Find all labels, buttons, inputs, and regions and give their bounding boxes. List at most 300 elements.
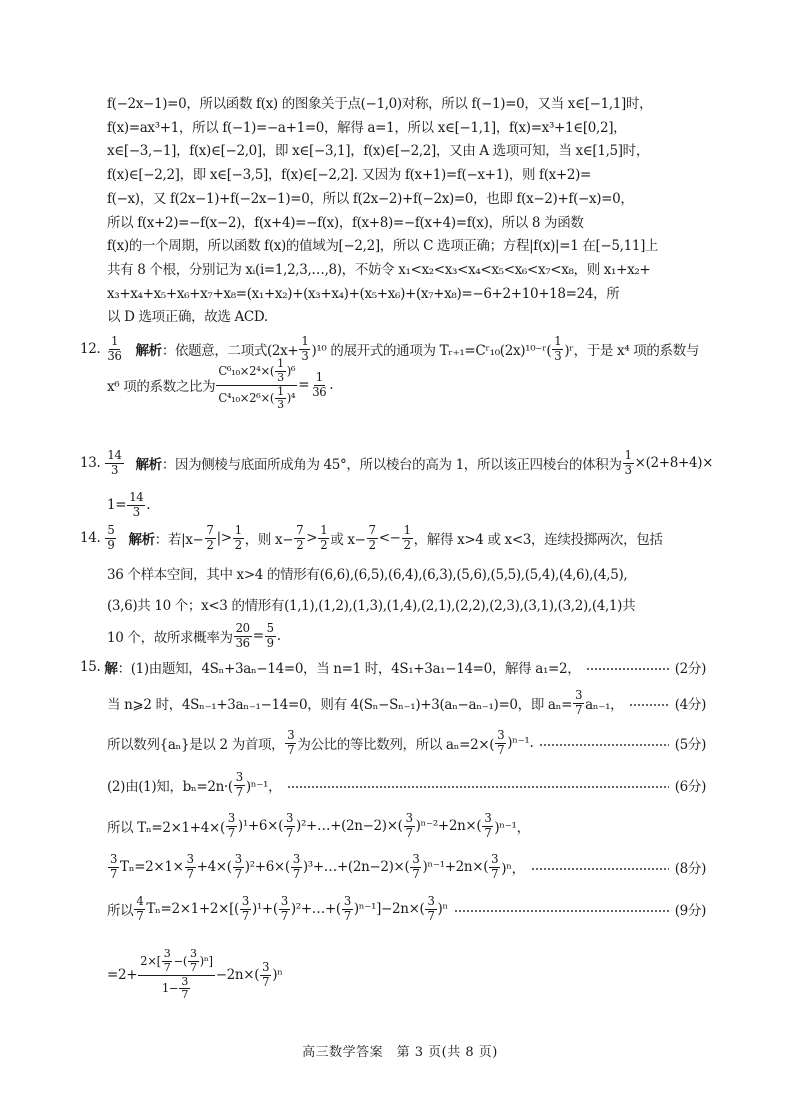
score-points: (5分) bbox=[674, 737, 706, 753]
answer-value bbox=[105, 449, 123, 477]
denominator bbox=[160, 976, 193, 1002]
numerator bbox=[299, 335, 310, 349]
numerator bbox=[367, 524, 378, 538]
math-text: )ⁿ， bbox=[501, 861, 525, 877]
math-text: )¹+6×( bbox=[237, 818, 283, 834]
problem-13-line bbox=[107, 490, 151, 519]
denominator bbox=[105, 350, 123, 363]
numerator bbox=[482, 812, 493, 826]
math-text: 所以 f(x+2)=−f(x−2)，f(x+4)=−f(x)，f(x+8)=−f(x+4)=f(x)，所以 8 为函数 bbox=[107, 214, 584, 231]
score-points: (6分) bbox=[674, 779, 706, 795]
math-text: 5 bbox=[107, 523, 115, 538]
fraction bbox=[179, 976, 190, 1002]
math-text: <− bbox=[378, 530, 401, 546]
fraction bbox=[279, 895, 290, 923]
math-text: 3 bbox=[110, 462, 118, 477]
fraction bbox=[425, 895, 436, 923]
denominator bbox=[318, 539, 329, 552]
math-text: )³+…+(2n−2)×( bbox=[302, 859, 410, 875]
math-text: 7 bbox=[241, 908, 249, 923]
numerator bbox=[185, 853, 196, 867]
solution-line bbox=[107, 116, 626, 136]
fraction bbox=[404, 812, 415, 840]
math-text: . bbox=[329, 377, 334, 393]
math-text: 5 bbox=[266, 621, 274, 636]
solution-line bbox=[107, 234, 658, 254]
math-text: 3 bbox=[301, 348, 309, 363]
problem-13-line bbox=[80, 448, 714, 477]
math-text: 7 bbox=[343, 908, 351, 923]
math-text: 3 bbox=[497, 728, 505, 743]
fraction bbox=[284, 812, 295, 840]
problem-14-line bbox=[107, 594, 635, 614]
dot-leader bbox=[454, 910, 669, 912]
fraction bbox=[482, 812, 493, 840]
dot-leader bbox=[586, 668, 668, 670]
numerator bbox=[318, 524, 329, 538]
denominator bbox=[495, 744, 506, 757]
math-text: 3 bbox=[227, 811, 235, 826]
fraction bbox=[299, 335, 310, 363]
dot-leader bbox=[531, 868, 669, 870]
math-text: )ⁿ⁻¹]−2n×( bbox=[353, 901, 425, 917]
numerator bbox=[240, 895, 251, 909]
fraction bbox=[623, 449, 634, 477]
label-bold: 解 bbox=[104, 661, 118, 677]
math-text: 7 bbox=[163, 960, 171, 974]
fraction bbox=[233, 853, 244, 881]
math-text: 3 bbox=[163, 947, 171, 961]
numerator bbox=[410, 853, 421, 867]
math-text: f(x)∈[−2,2]，即 x∈[−3,5]，f(x)∈[−2,2]. 又因为 f(x+1)=f(−x+1)，则 f(x+2)= bbox=[107, 167, 591, 184]
math-text: 4 bbox=[136, 894, 144, 909]
denominator bbox=[299, 350, 310, 363]
numerator bbox=[234, 622, 252, 636]
problem-number: 12. bbox=[80, 341, 101, 357]
fraction bbox=[234, 771, 245, 799]
math-text: 1 bbox=[315, 370, 323, 385]
math-text: 3 bbox=[132, 504, 140, 519]
math-text: 7 bbox=[296, 523, 304, 538]
numerator bbox=[279, 895, 290, 909]
numerator bbox=[342, 895, 353, 909]
score-points: (4分) bbox=[674, 697, 706, 713]
fraction bbox=[552, 335, 563, 363]
numerator bbox=[552, 335, 563, 349]
math-text: |> bbox=[216, 530, 232, 546]
denominator bbox=[482, 827, 493, 840]
math-text: 7 bbox=[262, 974, 270, 989]
math-text: 7 bbox=[405, 825, 413, 840]
denominator bbox=[188, 962, 199, 975]
math-text: 7 bbox=[484, 825, 492, 840]
math-text: −2n×( bbox=[215, 967, 260, 983]
math-text: 为公比的等比数列，所以 aₙ=2×( bbox=[297, 737, 495, 753]
denominator bbox=[260, 976, 271, 989]
problem-number: 15. bbox=[80, 659, 101, 675]
numerator bbox=[291, 853, 302, 867]
numerator bbox=[425, 895, 436, 909]
numerator bbox=[294, 524, 305, 538]
math-text: 3 bbox=[277, 370, 284, 384]
numerator bbox=[105, 524, 116, 538]
math-text: 7 bbox=[412, 866, 420, 881]
denominator bbox=[162, 962, 173, 975]
math-text: > bbox=[306, 530, 318, 546]
math-text: )²+…+(2n−2)×( bbox=[296, 818, 403, 834]
fraction bbox=[233, 524, 244, 552]
solution-line bbox=[107, 211, 584, 231]
math-text: )ⁿ⁻²+2n×( bbox=[415, 818, 482, 834]
math-text: f(x)=ax³+1，所以 f(−1)=−a+1=0，解得 a=1，所以 x∈[−1,1]，f(x)=x³+1∈[0,2]， bbox=[107, 119, 627, 136]
solution-line bbox=[107, 282, 619, 302]
denominator bbox=[265, 637, 276, 650]
math-text: C⁴₁₀×2⁶×( bbox=[218, 391, 275, 405]
math-text: 36 bbox=[312, 384, 327, 399]
numerator bbox=[105, 449, 123, 463]
page-footer: 高三数学答案 第 3 页(共 8 页) bbox=[302, 1045, 498, 1060]
problem-15-line bbox=[107, 811, 530, 840]
fraction bbox=[275, 358, 286, 384]
math-text: 3 bbox=[624, 462, 632, 477]
denominator bbox=[233, 868, 244, 881]
denominator bbox=[108, 868, 119, 881]
denominator bbox=[179, 989, 190, 1002]
math-text: 3 bbox=[234, 852, 242, 867]
denominator bbox=[240, 910, 251, 923]
math-text: 7 bbox=[292, 866, 300, 881]
fraction bbox=[573, 689, 584, 717]
fraction bbox=[265, 622, 276, 650]
math-text: 共有 8 个根，分别记为 xᵢ(i=1,2,3,…,8)，不妨令 x₁<x₂<x₃<x₄<x₅<x₆<x₇<x₈，则 x₁+x₂+ bbox=[107, 261, 651, 278]
denominator bbox=[275, 372, 286, 385]
math-text: )ⁿ⁻¹+2n×( bbox=[422, 859, 489, 875]
fraction bbox=[489, 853, 500, 881]
denominator bbox=[425, 910, 436, 923]
math-text: f(−2x−1)=0，所以函数 f(x) 的图象关于点(−1,0)对称，所以 f(−1)=0，又当 x∈[−1,1]时， bbox=[107, 96, 653, 112]
numerator bbox=[134, 895, 145, 909]
math-text: 7 bbox=[235, 784, 243, 799]
math-text: 3 bbox=[190, 947, 197, 961]
numerator bbox=[284, 812, 295, 826]
numerator bbox=[285, 729, 296, 743]
math-text: . bbox=[276, 628, 281, 644]
numerator bbox=[109, 335, 120, 349]
fraction bbox=[410, 853, 421, 881]
denominator bbox=[185, 868, 196, 881]
denominator bbox=[489, 868, 500, 881]
numerator bbox=[138, 948, 215, 975]
fraction bbox=[138, 948, 215, 1002]
denominator bbox=[404, 827, 415, 840]
math-text: 1− bbox=[161, 981, 179, 995]
fraction bbox=[226, 812, 237, 840]
fraction bbox=[185, 853, 196, 881]
numerator bbox=[495, 729, 506, 743]
score-points: (2分) bbox=[674, 661, 706, 677]
math-text: 36 bbox=[107, 348, 122, 363]
math-text: 7 bbox=[181, 988, 188, 1002]
numerator bbox=[233, 853, 244, 867]
math-text: 7 bbox=[280, 908, 288, 923]
math-text: 7 bbox=[206, 523, 214, 538]
math-text: 2 bbox=[234, 537, 242, 552]
math-text: 3 bbox=[277, 398, 284, 412]
math-text: 3 bbox=[405, 811, 413, 826]
solution-line bbox=[107, 163, 591, 183]
math-text: 3 bbox=[491, 852, 499, 867]
denominator bbox=[105, 539, 116, 552]
math-text: f(−x)，又 f(2x−1)+f(−2x−1)=0，所以 f(2x−2)+f(−2x)=0，也即 f(x−2)+f(−x)=0， bbox=[107, 190, 634, 207]
math-text: 3 bbox=[575, 688, 583, 703]
math-text: ×(2+8+4)× bbox=[634, 455, 714, 471]
problem-15-line bbox=[107, 894, 706, 923]
math-text: 3 bbox=[186, 852, 194, 867]
math-text: )⁶ bbox=[286, 363, 296, 378]
math-text: )ⁿ] bbox=[199, 953, 213, 968]
math-text: )ⁿ⁻¹， bbox=[245, 779, 282, 795]
math-text: )⁴ bbox=[286, 391, 296, 405]
denominator bbox=[275, 399, 286, 412]
math-text: 20 bbox=[235, 621, 250, 636]
fraction bbox=[318, 524, 329, 552]
fraction bbox=[260, 961, 271, 989]
math-text: 2 bbox=[296, 537, 304, 552]
denominator bbox=[285, 744, 296, 757]
math-text: 3 bbox=[235, 770, 243, 785]
math-text: )ⁿ⁻¹， bbox=[494, 820, 530, 836]
math-text: 1 bbox=[554, 334, 562, 349]
math-text: (2)由(1)知，bₙ=2n·( bbox=[107, 779, 233, 795]
math-text: x∈[−3,−1]，f(x)∈[−2,0]，即 x∈[−3,1]，f(x)∈[−2,2]，又由 A 选项可知，当 x∈[1,5]时， bbox=[107, 143, 649, 160]
math-text: x₃+x₄+x₅+x₆+x₇+x₈=(x₁+x₂)+(x₃+x₄)+(x₅+x₆)+(x₇+x₈)=−6+2+10+18=24，所 bbox=[107, 285, 620, 302]
math-text: 7 bbox=[575, 702, 583, 717]
math-text: )²+6×( bbox=[244, 859, 290, 875]
math-text: 7 bbox=[136, 908, 144, 923]
math-text: (3,6)共 10 个；x<3 的情形有(1,1),(1,2),(1,3),(1,4),(2,1),(2,2),(2,3),(3,1),(3,2),(4,1)共 bbox=[107, 598, 636, 614]
math-text: 2 bbox=[320, 537, 328, 552]
math-text: 7 bbox=[491, 866, 499, 881]
numerator bbox=[233, 524, 244, 538]
numerator bbox=[162, 948, 173, 962]
math-text: 1 bbox=[277, 384, 284, 398]
numerator bbox=[127, 491, 145, 505]
math-text: = bbox=[252, 628, 264, 644]
math-text: 7 bbox=[110, 866, 118, 881]
math-text: =2+ bbox=[107, 967, 138, 983]
numerator bbox=[623, 449, 634, 463]
denominator bbox=[216, 386, 297, 412]
fraction bbox=[367, 524, 378, 552]
numerator bbox=[108, 853, 119, 867]
math-text: Tₙ=2×1× bbox=[120, 859, 184, 875]
math-text: 9 bbox=[266, 635, 274, 650]
math-text: 7 bbox=[234, 866, 242, 881]
problem-15-line bbox=[107, 728, 706, 757]
score-points: (9分) bbox=[674, 903, 706, 919]
solution-line bbox=[107, 305, 268, 325]
numerator bbox=[489, 853, 500, 867]
fraction bbox=[127, 491, 145, 519]
math-text: 7 bbox=[287, 742, 295, 757]
math-text: 9 bbox=[107, 537, 115, 552]
math-text: 1 bbox=[624, 448, 632, 463]
math-text: )¹⁰ 的展开式的通项为 Tᵣ₊₁=Cʳ₁₀(2x)¹⁰⁻ʳ( bbox=[311, 343, 552, 359]
math-text: 14 bbox=[129, 490, 144, 505]
math-text: ，解得 x>4 或 x<3，连续投掷两次，包括 bbox=[413, 532, 663, 548]
numerator bbox=[275, 386, 286, 400]
problem-14-line bbox=[107, 563, 627, 583]
fraction bbox=[134, 895, 145, 923]
math-text: 以 D 选项正确，故选 ACD. bbox=[107, 309, 268, 326]
solution-line bbox=[107, 258, 650, 278]
math-text: 1 bbox=[234, 523, 242, 538]
math-text: x⁶ 项的系数之比为 bbox=[107, 379, 216, 395]
math-text: 3 bbox=[280, 894, 288, 909]
math-text: 7 bbox=[285, 825, 294, 840]
denominator bbox=[131, 506, 142, 519]
denominator bbox=[226, 827, 237, 840]
problem-15-line bbox=[107, 688, 706, 717]
math-text: 14 bbox=[107, 448, 122, 463]
numerator bbox=[275, 358, 286, 372]
math-text: )²+…+( bbox=[290, 901, 341, 917]
math-text: Tₙ=2×1+2×[( bbox=[146, 901, 239, 917]
math-text: 3 bbox=[110, 852, 118, 867]
numerator bbox=[234, 771, 245, 785]
math-text: 3 bbox=[285, 811, 294, 826]
denominator bbox=[342, 910, 353, 923]
math-text: 10 个，故所求概率为 bbox=[107, 630, 233, 646]
math-text: 36 bbox=[235, 635, 250, 650]
math-text: C⁶₁₀×2⁴×( bbox=[218, 363, 275, 378]
denominator bbox=[234, 786, 245, 799]
fraction bbox=[275, 386, 286, 412]
numerator bbox=[226, 812, 237, 826]
problem-14-line bbox=[107, 621, 281, 650]
math-text: 3 bbox=[554, 348, 562, 363]
score-points: (8分) bbox=[674, 861, 706, 877]
denominator bbox=[294, 539, 305, 552]
math-text: . bbox=[146, 497, 151, 513]
math-text: 3 bbox=[343, 894, 351, 909]
dot-leader bbox=[287, 786, 669, 788]
math-text: ：若|x− bbox=[154, 532, 204, 548]
math-text: 7 bbox=[427, 908, 435, 923]
fraction bbox=[342, 895, 353, 923]
math-text: = bbox=[298, 377, 310, 393]
math-text: f(x)的一个周期，所以函数 f(x)的值域为[−2,2]，所以 C 选项正确；方程|f(x)|=1 在[−5,11]上 bbox=[107, 238, 659, 255]
problem-15-line bbox=[107, 770, 706, 799]
denominator bbox=[233, 539, 244, 552]
denominator bbox=[552, 350, 563, 363]
problem-15-line bbox=[107, 852, 706, 881]
math-text: 3 bbox=[241, 894, 249, 909]
math-text: 3 bbox=[484, 811, 492, 826]
problem-number: 13. bbox=[80, 455, 101, 471]
numerator bbox=[573, 689, 584, 703]
math-text: 7 bbox=[227, 825, 235, 840]
math-text: 1 bbox=[320, 523, 328, 538]
fraction bbox=[285, 729, 296, 757]
solution-line bbox=[107, 187, 633, 207]
solution-line bbox=[107, 139, 649, 159]
numerator bbox=[314, 371, 325, 385]
math-text: 7 bbox=[190, 960, 197, 974]
math-text: 3 bbox=[292, 852, 300, 867]
problem-number: 14. bbox=[80, 530, 101, 546]
fraction bbox=[402, 524, 413, 552]
denominator bbox=[410, 868, 421, 881]
fraction bbox=[240, 895, 251, 923]
numerator bbox=[260, 961, 271, 975]
problem-15-line bbox=[80, 657, 706, 677]
solution-line bbox=[107, 92, 652, 112]
numerator bbox=[188, 948, 199, 962]
math-text: 所以数列{aₙ}是以 2 为首项， bbox=[107, 737, 285, 753]
fraction bbox=[216, 358, 297, 412]
fraction bbox=[234, 622, 252, 650]
denominator bbox=[109, 464, 120, 477]
math-text: +4×( bbox=[196, 859, 232, 875]
label-bold: 解析 bbox=[128, 532, 155, 548]
math-text: 所以 Tₙ=2×1+4×( bbox=[107, 820, 225, 836]
label-bold: 解析 bbox=[135, 457, 162, 473]
math-text: )ⁿ⁻¹. bbox=[507, 735, 534, 751]
math-text: 7 bbox=[186, 866, 194, 881]
dot-leader bbox=[629, 704, 668, 706]
math-text: 1 bbox=[301, 334, 309, 349]
fraction bbox=[188, 948, 199, 974]
fraction bbox=[310, 371, 328, 399]
fraction bbox=[495, 729, 506, 757]
answer-value bbox=[105, 335, 123, 363]
denominator bbox=[310, 386, 328, 399]
math-text: −( bbox=[173, 953, 187, 968]
numerator bbox=[265, 622, 276, 636]
fraction bbox=[162, 948, 173, 974]
problem-15-line bbox=[107, 947, 283, 1002]
denominator bbox=[205, 539, 216, 552]
math-text: 2 bbox=[403, 537, 411, 552]
math-text: 7 bbox=[368, 523, 376, 538]
denominator bbox=[234, 637, 252, 650]
math-text: 1= bbox=[107, 497, 127, 513]
numerator bbox=[402, 524, 413, 538]
math-text: 3 bbox=[412, 852, 420, 867]
math-text: 3 bbox=[181, 974, 188, 988]
fraction bbox=[205, 524, 216, 552]
math-text: 2×[ bbox=[140, 953, 161, 968]
math-text: ：依题意，二项式(2x+ bbox=[161, 343, 299, 359]
numerator bbox=[179, 976, 190, 990]
math-text: 7 bbox=[497, 742, 505, 757]
math-text: 1 bbox=[403, 523, 411, 538]
dot-leader bbox=[539, 744, 668, 746]
math-text: 3 bbox=[287, 728, 295, 743]
fraction bbox=[294, 524, 305, 552]
denominator bbox=[573, 704, 584, 717]
math-text: )ⁿ bbox=[437, 901, 448, 917]
fraction bbox=[291, 853, 302, 881]
math-text: ，则 x− bbox=[244, 532, 294, 548]
math-text: 或 x− bbox=[330, 532, 366, 548]
problem-12-line bbox=[80, 334, 700, 363]
fraction bbox=[108, 853, 119, 881]
math-text: ：因为侧棱与底面所成角为 45°，所以棱台的高为 1，所以该正四棱台的体积为 bbox=[161, 457, 622, 473]
denominator bbox=[402, 539, 413, 552]
numerator bbox=[404, 812, 415, 826]
